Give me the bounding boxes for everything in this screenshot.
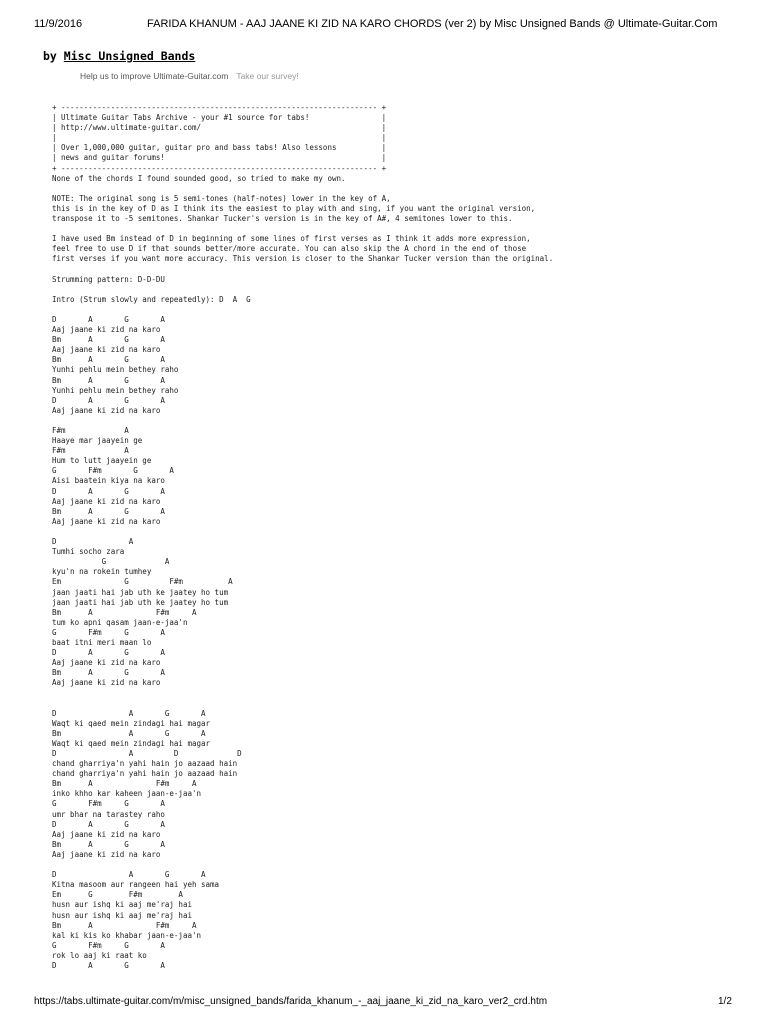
print-date: 11/9/2016 [34,18,83,30]
help-banner [80,71,299,81]
artist-link[interactable]: Misc Unsigned Bands [63,49,196,63]
byline-prefix: by [43,49,64,63]
print-url: https://tabs.ultimate-guitar.com/m/misc_unsigned_bands/farida_khanum_-_aaj_jaane_ki_zid_na_karo_ver2_crd.htm [34,996,548,1007]
byline [43,49,195,63]
page-number: 1/2 [718,996,732,1007]
tab-content: + ---------------------------------------------------------------------- + | Ultimate Guitar Tabs Archive - your #1 source for tabs! | | http://www.ultimate-guitar.com/ | | | | Over 1,000,000 guitar, guitar pro and bass tabs! Also lessons | | news and guitar forums! | + ---------------------------------------------------------------------- + None of the chords I found sounded good, so tried to make my own. NOTE: The original song is 5 semi-tones (half-notes) lower in the key of A, this is in the key of D as I think its the easiest to play with and sing, if you want the original version, transpose it to -5 semitones. Shankar Tucker's version is in the key of A#, 4 semitones lower to this. I have used Bm instead of D in beginning of some lines of first verses as I think it adds more expression, feel free to use D if that sounds better/more accurate. You can also skip the A chord in the end of those first verses if you want more accuracy. This version is closer to the Shankar Tucker version than the original. Strumming pattern: D-D-DU Intro (Strum slowly and repeatedly): D A G D A G A Aaj jaane ki zid na karo Bm A G A Aaj jaane ki zid na karo Bm A G A Yunhi pehlu mein bethey raho Bm A G A Yunhi pehlu mein bethey raho D A G A Aaj jaane ki zid na karo F#m A Haaye mar jaayein ge F#m A Hum to lutt jaayein ge G F#m G A Aisi baatein kiya na karo D A G A Aaj jaane ki zid na karo Bm A G A Aaj jaane ki zid na karo D A Tumhi socho zara G A kyu'n na rokein tumhey Em G F#m A jaan jaati hai jab uth ke jaatey ho tum jaan jaati hai jab uth ke jaatey ho tum Bm A F#m A tum ko apni qasam jaan-e-jaa'n G F#m G A baat itni meri maan lo D A G A Aaj jaane ki zid na karo Bm A G A Aaj jaane ki zid na karo D A G A Waqt ki qaed mein zindagi hai magar Bm A G A Waqt ki qaed mein zindagi hai magar D A D D chand gharriya'n yahi hain jo aazaad hain chand gharriya'n yahi hain jo aazaad hain Bm A F#m A inko khho kar kaheen jaan-e-jaa'n G F#m G A umr bhar na tarastey raho D A G A Aaj jaane ki zid na karo Bm A G A Aaj jaane ki zid na karo D A G A Kitna masoom aur rangeen hai yeh sama Em G F#m A husn aur ishq ki aaj me'raj hai husn aur ishq ki aaj me'raj hai Bm A F#m A kal ki kis ko khabar jaan-e-jaa'n G F#m G A rok lo aaj ki raat ko D A G A [52,103,554,970]
help-text: Help us to improve Ultimate-Guitar.com [80,71,229,81]
print-title: FARIDA KHANUM - AAJ JAANE KI ZID NA KARO CHORDS (ver 2) by Misc Unsigned Bands @ Ultimate-Guitar.Com [147,18,718,30]
survey-link[interactable]: Take our survey! [236,71,299,81]
